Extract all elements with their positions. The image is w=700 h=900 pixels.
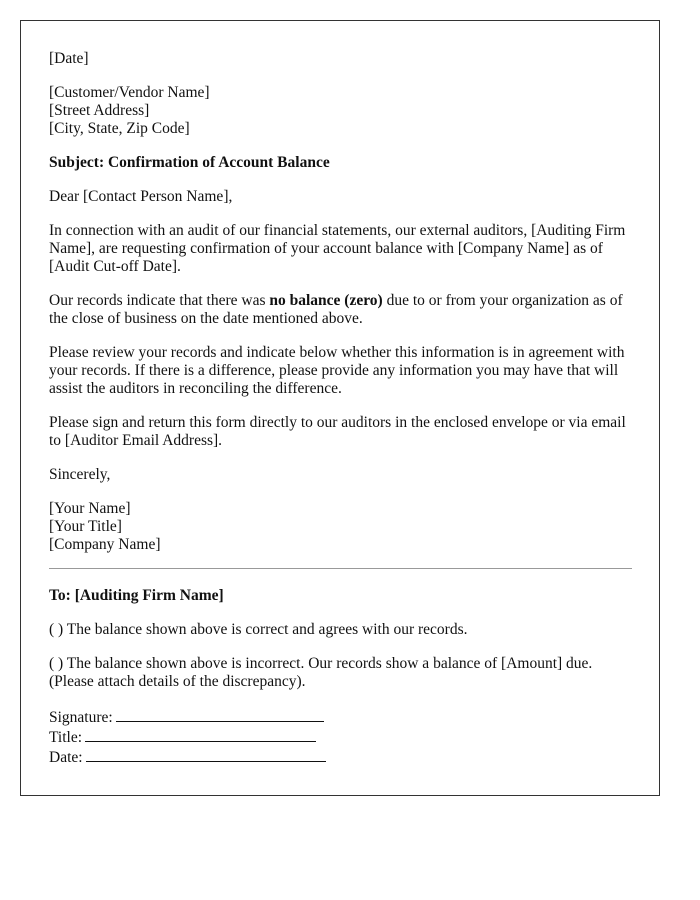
- recipient-street: [Street Address]: [49, 102, 150, 119]
- recipient-city-state-zip: [City, State, Zip Code]: [49, 120, 190, 137]
- signature-label: Signature:: [49, 709, 113, 726]
- closing: Sincerely,: [49, 466, 111, 483]
- sender-name: [Your Name]: [49, 500, 131, 517]
- title-label: Title:: [49, 729, 83, 746]
- option-balance-correct[interactable]: ( ) The balance shown above is correct and agrees with our records.: [49, 621, 468, 638]
- sender-signature-block: [49, 500, 631, 554]
- recipient-address: [49, 84, 631, 138]
- date-field[interactable]: [49, 747, 631, 767]
- balance-text-after: due to or from your organization as of the close of business on the date mentioned above.: [49, 292, 623, 327]
- recipient-name: [Customer/Vendor Name]: [49, 84, 210, 101]
- title-line[interactable]: [85, 727, 316, 742]
- paragraph-audit-request: In connection with an audit of our financial statements, our external auditors, [Auditing Firm Name], are requesting confirmation of your account balance with [Company Name] as of [Audit Cut-off Date].: [49, 222, 626, 275]
- letter-date: [Date]: [49, 50, 89, 67]
- date-label: Date:: [49, 749, 83, 766]
- sender-company: [Company Name]: [49, 536, 161, 553]
- subject-line: Subject: Confirmation of Account Balance: [49, 154, 330, 171]
- signature-line[interactable]: [116, 707, 324, 722]
- signature-fields: [49, 707, 631, 767]
- sender-title: [Your Title]: [49, 518, 122, 535]
- date-line[interactable]: [86, 747, 326, 762]
- paragraph-review-instructions: Please review your records and indicate below whether this information is in agreement with your records. If there is a difference, please provide any information you may have that will assist the auditors in reconciling the difference.: [49, 344, 625, 397]
- balance-text-before: Our records indicate that there was: [49, 292, 270, 309]
- title-field[interactable]: [49, 727, 631, 747]
- signature-field[interactable]: [49, 707, 631, 727]
- section-divider: [49, 568, 632, 569]
- balance-text-bold: no balance (zero): [269, 292, 383, 309]
- response-to-heading: To: [Auditing Firm Name]: [49, 587, 224, 604]
- option-balance-incorrect[interactable]: ( ) The balance shown above is incorrect. Our records show a balance of [Amount] due. (Please attach details of the discrepancy).: [49, 655, 593, 690]
- paragraph-return-instructions: Please sign and return this form directly to our auditors in the enclosed envelope or via email to [Auditor Email Address].: [49, 414, 626, 449]
- paragraph-balance-statement: [49, 292, 631, 328]
- confirmation-letter: [20, 20, 660, 796]
- salutation: Dear [Contact Person Name],: [49, 188, 233, 205]
